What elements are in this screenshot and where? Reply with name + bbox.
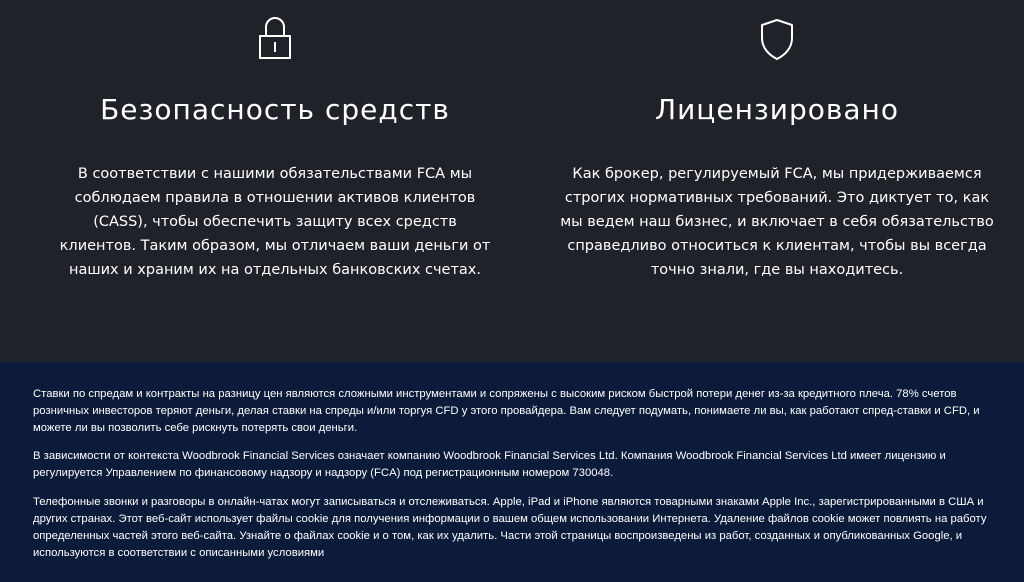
regulatory-info-text: В зависимости от контекста Woodbrook Financial Services означает компанию Woodbrook Financial Services Ltd. Компания Woodbrook Financial Services Ltd имеет лицензию и регулируется Управлением по финансовому надзору и надзору (FCA) под регистрационным номером 730048. (33, 450, 946, 479)
feature-description: В соответствии с нашими обязательствами FCA мы соблюдаем правила в отношении активов клиентов (CASS), чтобы обеспечить защиту всех средств клиентов. Таким образом, мы отличаем ваши деньги от наших и храним их на отдельных банковских счетах. (59, 166, 491, 278)
legal-notice-text: Телефонные звонки и разговоры в онлайн-чатах могут записываться и отслеживаться. Apple, iPad и iPhone являются товарными знаками Apple Inc., зарегистрированными в США и других странах. Этот веб-сайт использует файлы cookie для получения информации о вашем общем использовании Интернета. Удаление файлов cookie может повлиять на работу определенных частей этого веб-сайта. Узнайте о файлах cookie и о том, как их удалить. Части этой страницы воспроизведены из работ, созданных и опубликованных Google, и используются в соответствии с описанными условиями (33, 496, 987, 559)
risk-disclaimer-footer (0, 362, 1024, 582)
shield-icon (757, 14, 797, 62)
feature-title: Лицензировано (655, 93, 899, 126)
lock-icon (255, 14, 295, 62)
risk-warning-text: Ставки по спредам и контракты на разницу цен являются сложными инструментами и сопряжены с высоким риском быстрой потери денег из-за кредитного плеча. 78% счетов розничных инвесторов теряют деньги, делая ставки на спреды и/или торгуя CFD у этого провайдера. Вам следует подумать, понимаете ли вы, как работают спред-ставки и CFD, и можете ли вы позволить себе рискнуть потерять свои деньги. (33, 388, 980, 434)
feature-description: Как брокер, регулируемый FCA, мы придерживаемся строгих нормативных требований. Это диктует то, как мы ведем наш бизнес, и включает в себя обязательство справедливо относиться к клиентам, чтобы вы всегда точно знали, где вы находитесь. (560, 166, 994, 278)
feature-title: Безопасность средств (100, 93, 450, 126)
